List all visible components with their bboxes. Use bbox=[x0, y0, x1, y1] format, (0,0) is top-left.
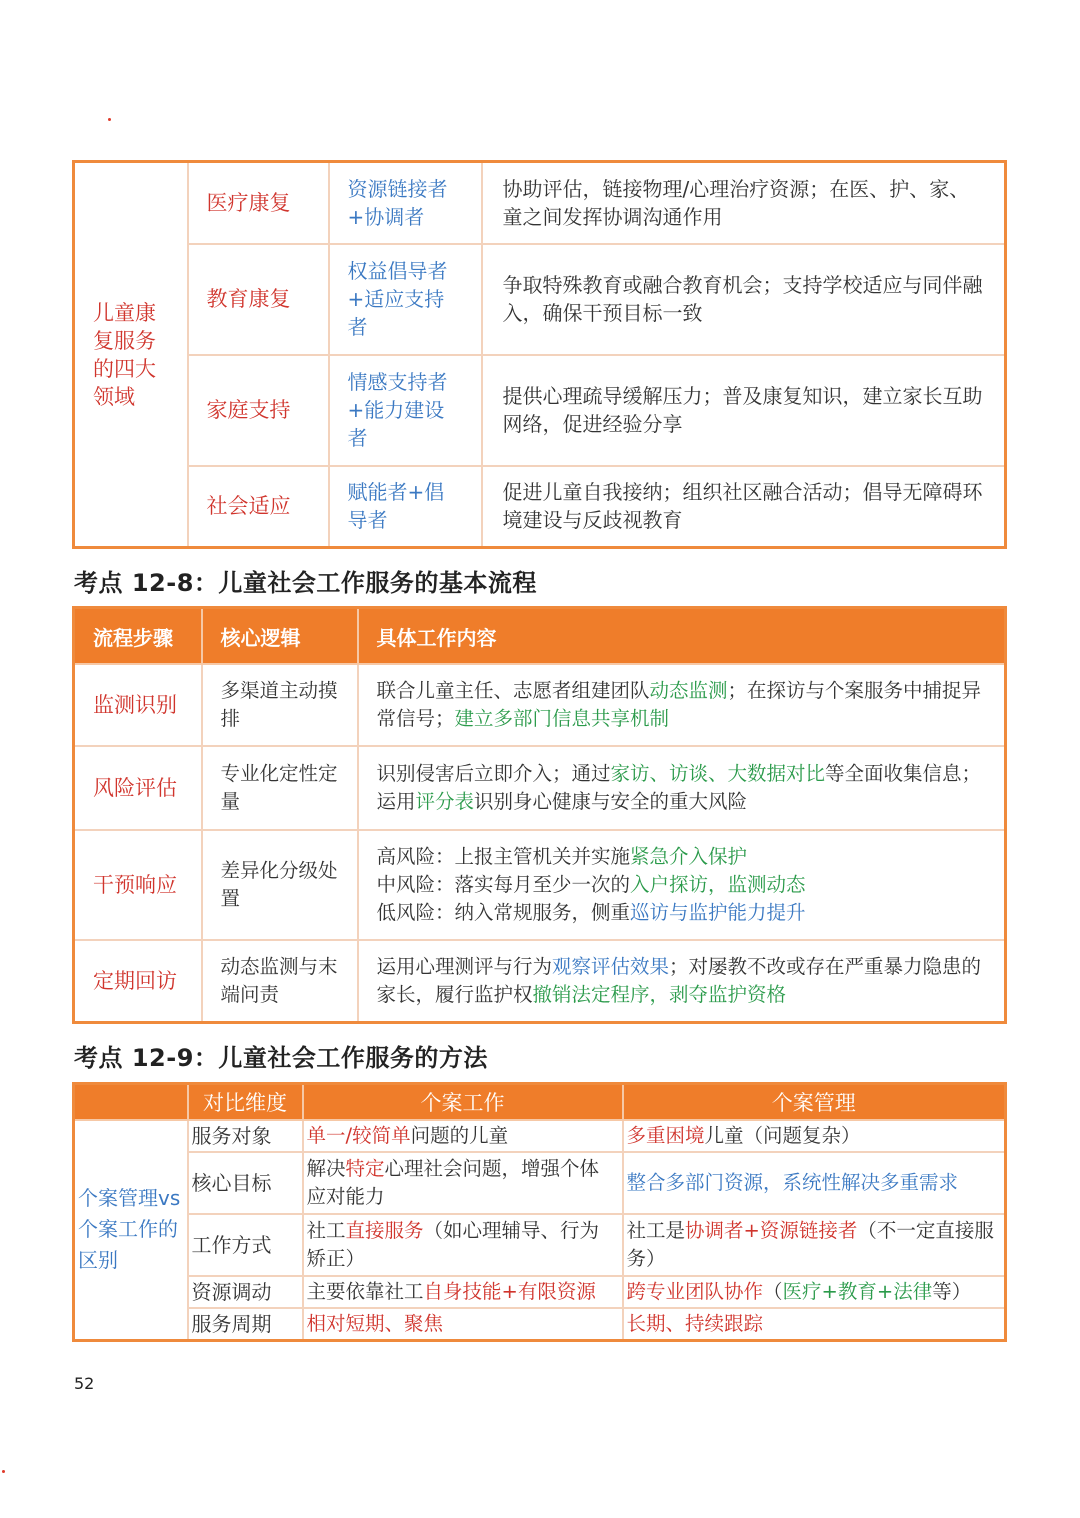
decorative-dot bbox=[2, 1470, 5, 1473]
domain-cell: 家庭支持 bbox=[188, 355, 329, 466]
role-cell: 资源链接者+协调者 bbox=[329, 162, 482, 244]
text-run: 观察评估效果 bbox=[552, 954, 670, 978]
text-run: 自身技能+有限资源 bbox=[423, 1280, 596, 1303]
dimension-cell: 服务周期 bbox=[188, 1308, 303, 1340]
page-number: 52 bbox=[74, 1374, 95, 1393]
compare-row-label: 个案管理vs个案工作的区别 bbox=[74, 1120, 188, 1340]
text-run: 相对短期、聚焦 bbox=[306, 1311, 444, 1335]
text-run: 识别侵害后立即介入；通过 bbox=[376, 762, 611, 785]
logic-cell: 多渠道主动摸排 bbox=[202, 664, 358, 746]
casework-cell bbox=[303, 1120, 623, 1152]
column-header bbox=[74, 1084, 188, 1121]
table-row bbox=[74, 355, 1006, 466]
text-run: 高风险：上报主管机关并实施 bbox=[376, 845, 631, 868]
content-cell bbox=[358, 830, 1006, 940]
text-run: 心理社会问题，增强个体应对能力 bbox=[306, 1157, 600, 1208]
dimension-cell: 资源调动 bbox=[188, 1276, 303, 1308]
casemgmt-cell bbox=[623, 1214, 1006, 1276]
table-row bbox=[74, 466, 1006, 548]
text-run: 长期、持续跟踪 bbox=[626, 1311, 764, 1335]
content-cell bbox=[358, 746, 1006, 830]
casework-cell bbox=[303, 1152, 623, 1214]
domain-cell: 社会适应 bbox=[188, 466, 329, 548]
decorative-dot bbox=[108, 118, 111, 121]
table-row bbox=[74, 1276, 1006, 1308]
rehab-domains-table bbox=[72, 160, 1007, 549]
text-run: 主要依靠社工 bbox=[306, 1280, 424, 1303]
column-header: 个案管理 bbox=[623, 1084, 1006, 1121]
content-line bbox=[377, 843, 987, 871]
text-run: 协调者+资源链接者 bbox=[685, 1219, 858, 1242]
desc-cell: 协助评估，链接物理/心理治疗资源；在医、护、家、童之间发挥协调沟通作用 bbox=[482, 162, 1006, 244]
casework-cell bbox=[303, 1276, 623, 1308]
text-run: 中风险：落实每月至少一次的 bbox=[376, 873, 631, 896]
casemgmt-cell bbox=[623, 1120, 1006, 1152]
method-compare-table bbox=[72, 1082, 1007, 1342]
casemgmt-cell bbox=[623, 1276, 1006, 1308]
column-header: 对比维度 bbox=[188, 1084, 303, 1121]
text-run: 社工是 bbox=[626, 1219, 686, 1242]
table-row bbox=[74, 830, 1006, 940]
table-row bbox=[74, 1308, 1006, 1340]
table-row bbox=[74, 746, 1006, 830]
text-run: 儿童（问题复杂） bbox=[704, 1124, 861, 1147]
step-cell: 干预响应 bbox=[74, 830, 202, 940]
content-line bbox=[377, 899, 987, 927]
logic-cell: 动态监测与末端问责 bbox=[202, 940, 358, 1022]
dimension-cell: 工作方式 bbox=[188, 1214, 303, 1276]
text-run: ；在探访与个案服务中捕捉异常信号； bbox=[376, 679, 982, 730]
domain-cell: 教育康复 bbox=[188, 244, 329, 355]
text-run: 家访、访谈、大数据对比 bbox=[610, 762, 826, 785]
desc-cell: 提供心理疏导缓解压力；普及康复知识，建立家长互助网络，促进经验分享 bbox=[482, 355, 1006, 466]
text-run: 联合儿童主任、志愿者组建团队 bbox=[376, 679, 650, 702]
text-run: 问题的儿童 bbox=[410, 1124, 509, 1147]
casework-cell bbox=[303, 1308, 623, 1340]
text-run: （如心理辅导、行为矫正） bbox=[306, 1219, 600, 1270]
text-run: 撤销法定程序，剥夺监护资格 bbox=[532, 982, 787, 1006]
role-cell: 权益倡导者+适应支持者 bbox=[329, 244, 482, 355]
column-header: 流程步骤 bbox=[74, 608, 202, 665]
text-run: 建立多部门信息共享机制 bbox=[454, 707, 670, 730]
text-run: 动态监测 bbox=[649, 679, 728, 702]
section-title: 考点 12-8：儿童社会工作服务的基本流程 bbox=[74, 569, 537, 597]
text-run: （不一定直接服务） bbox=[626, 1219, 994, 1270]
area-label: 儿童康复服务的四大领域 bbox=[74, 162, 188, 548]
text-run: 社工 bbox=[306, 1219, 346, 1242]
casemgmt-cell bbox=[623, 1308, 1006, 1340]
text-run: 评分表 bbox=[415, 790, 475, 813]
content-line bbox=[377, 871, 987, 899]
column-header: 具体工作内容 bbox=[358, 608, 1006, 665]
logic-cell: 专业化定性定量 bbox=[202, 746, 358, 830]
step-cell: 风险评估 bbox=[74, 746, 202, 830]
casework-cell bbox=[303, 1214, 623, 1276]
text-run: 整合多部门资源，系统性解决多重需求 bbox=[626, 1171, 959, 1194]
table-row bbox=[74, 1120, 1006, 1152]
table-row bbox=[74, 162, 1006, 244]
column-header: 个案工作 bbox=[303, 1084, 623, 1121]
text-run: 特定 bbox=[345, 1157, 385, 1180]
text-run: 解决 bbox=[306, 1157, 346, 1180]
text-run: 运用心理测评与行为 bbox=[376, 954, 553, 978]
text-run: ；对屡教不改或存在严重暴力隐患的家长，履行监护权 bbox=[376, 954, 982, 1006]
section-title: 考点 12-9：儿童社会工作服务的方法 bbox=[74, 1044, 488, 1072]
text-run: 紧急介入保护 bbox=[630, 845, 748, 868]
table-row bbox=[74, 1152, 1006, 1214]
step-cell: 监测识别 bbox=[74, 664, 202, 746]
casemgmt-cell bbox=[623, 1152, 1006, 1214]
role-cell: 赋能者+倡导者 bbox=[329, 466, 482, 548]
process-table bbox=[72, 606, 1007, 1024]
text-run: 直接服务 bbox=[345, 1219, 424, 1242]
dimension-cell: 核心目标 bbox=[188, 1152, 303, 1214]
text-run: （ bbox=[763, 1280, 783, 1303]
dimension-cell: 服务对象 bbox=[188, 1120, 303, 1152]
text-run: 多重困境 bbox=[626, 1124, 705, 1147]
text-run: 低风险：纳入常规服务，侧重 bbox=[376, 901, 631, 924]
table-row bbox=[74, 664, 1006, 746]
text-run: 跨专业团队协作 bbox=[626, 1280, 764, 1303]
table-header-row bbox=[74, 608, 1006, 665]
text-run: 等） bbox=[932, 1280, 972, 1303]
table-row bbox=[74, 1214, 1006, 1276]
table-row bbox=[74, 244, 1006, 355]
content-cell bbox=[358, 940, 1006, 1022]
text-run: 巡访与监护能力提升 bbox=[630, 901, 806, 924]
table-header-row bbox=[74, 1084, 1006, 1121]
desc-cell: 促进儿童自我接纳；组织社区融合活动；倡导无障碍环境建设与反歧视教育 bbox=[482, 466, 1006, 548]
text-run: 入户探访，监测动态 bbox=[630, 873, 806, 896]
text-run: 等全面收集信息；运用 bbox=[376, 762, 982, 813]
desc-cell: 争取特殊教育或融合教育机会；支持学校适应与同伴融入，确保干预目标一致 bbox=[482, 244, 1006, 355]
text-run: 医疗+教育+法律 bbox=[782, 1280, 933, 1303]
logic-cell: 差异化分级处置 bbox=[202, 830, 358, 940]
domain-cell: 医疗康复 bbox=[188, 162, 329, 244]
step-cell: 定期回访 bbox=[74, 940, 202, 1022]
column-header: 核心逻辑 bbox=[202, 608, 358, 665]
table-row bbox=[74, 940, 1006, 1022]
content-cell bbox=[358, 664, 1006, 746]
role-cell: 情感支持者+能力建设者 bbox=[329, 355, 482, 466]
text-run: 识别身心健康与安全的重大风险 bbox=[474, 790, 748, 813]
text-run: 单一/较简单 bbox=[306, 1124, 411, 1147]
